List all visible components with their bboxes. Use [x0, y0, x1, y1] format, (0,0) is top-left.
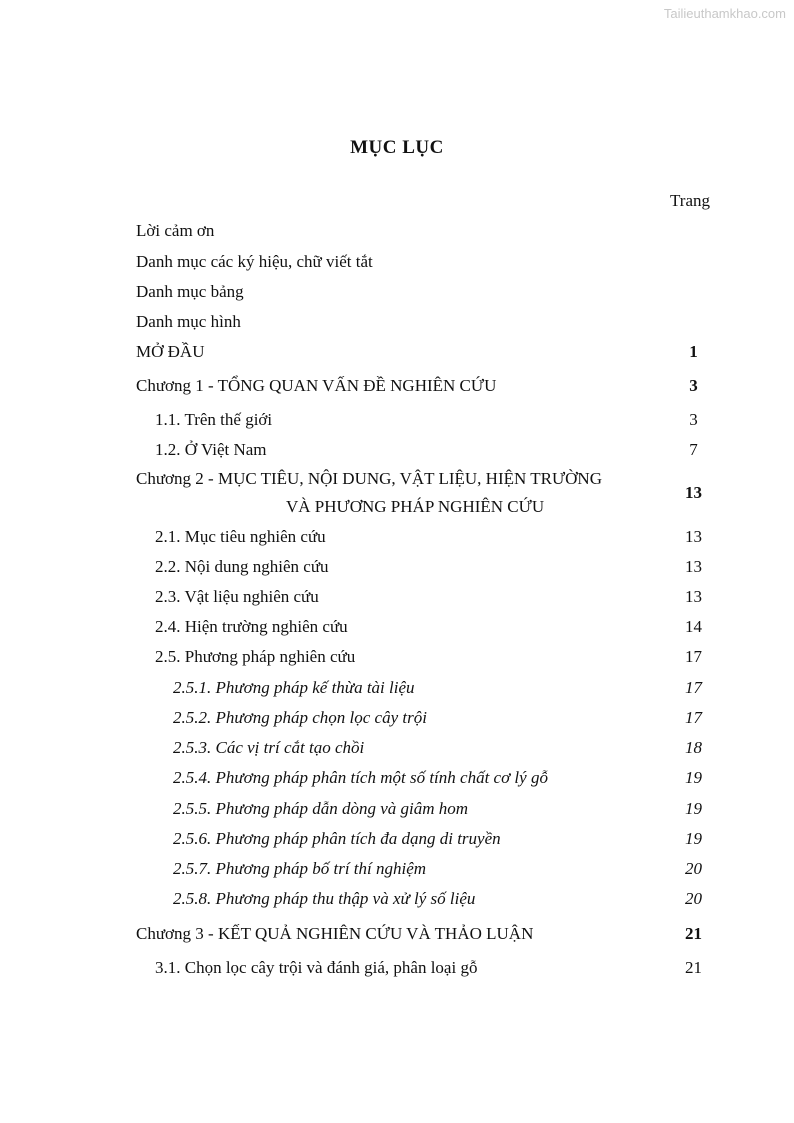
toc-label: 2.2. Nội dung nghiên cứu [155, 557, 329, 576]
toc-entry-2-1 [155, 527, 326, 547]
toc-entry-1-1 [155, 410, 272, 430]
toc-entry-2-3 [155, 587, 319, 607]
toc-front-item [136, 312, 241, 332]
toc-label: VÀ PHƯƠNG PHÁP NGHIÊN CỨU [286, 497, 545, 516]
toc-label: MỞ ĐẦU [136, 342, 205, 361]
toc-page-number: 21 [685, 958, 702, 977]
page-title: MỤC LỤC [350, 137, 444, 158]
toc-entry-2-5-2 [173, 708, 427, 728]
toc-page-number: 21 [685, 924, 702, 943]
toc-entry-2-5 [155, 647, 355, 667]
toc-label: Chương 1 - TỔNG QUAN VẤN ĐỀ NGHIÊN CỨU [136, 376, 497, 395]
toc-label: 2.5.6. Phương pháp phân tích đa dạng di truyền [173, 829, 501, 848]
toc-label: 2.5.1. Phương pháp kế thừa tài liệu [173, 678, 415, 697]
toc-page-number: 3 [689, 376, 698, 395]
toc-entry-chapter-2 [136, 469, 602, 489]
toc-front-item [136, 282, 244, 302]
toc-label: 2.5. Phương pháp nghiên cứu [155, 647, 356, 666]
page-column-header: Trang [670, 191, 710, 210]
toc-front-item [136, 252, 373, 272]
toc-entry-2-5-7 [173, 859, 426, 879]
toc-page-number: 1 [689, 342, 698, 361]
toc-entry-2-5-4 [173, 768, 548, 788]
toc-label: Danh mục các ký hiệu, chữ viết tắt [136, 252, 373, 271]
toc-label: 2.5.5. Phương pháp dẫn dòng và giâm hom [173, 799, 469, 818]
toc-label: Chương 2 - MỤC TIÊU, NỘI DUNG, VẬT LIỆU, HIỆN TRƯỜNG [136, 469, 602, 488]
toc-label: 2.3. Vật liệu nghiên cứu [155, 587, 319, 606]
toc-page-number: 20 [685, 889, 702, 908]
toc-page-number: 19 [685, 829, 702, 848]
toc-page-number: 13 [685, 587, 702, 606]
toc-label: 2.5.4. Phương pháp phân tích một số tính chất cơ lý gỗ [173, 768, 548, 787]
toc-page-number: 17 [685, 678, 702, 697]
toc-entry-2-4 [155, 617, 348, 637]
toc-page-number: 13 [685, 483, 702, 502]
toc-page-number: 17 [685, 647, 702, 666]
toc-page-number: 13 [685, 557, 702, 576]
toc-entry-chapter-3 [136, 924, 533, 944]
toc-page-number: 18 [685, 738, 702, 757]
toc-page-number: 19 [685, 768, 702, 787]
toc-entry-2-5-6 [173, 829, 501, 849]
toc-label: 2.5.3. Các vị trí cắt tạo chồi [173, 738, 365, 757]
toc-label: Chương 3 - KẾT QUẢ NGHIÊN CỨU VÀ THẢO LUẬN [136, 924, 534, 943]
toc-label: 3.1. Chọn lọc cây trội và đánh giá, phân loại gỗ [155, 958, 478, 977]
toc-entry-2-5-1 [173, 678, 415, 698]
toc-front-item [136, 221, 214, 241]
toc-page-number: 13 [685, 527, 702, 546]
toc-page-number: 19 [685, 799, 702, 818]
toc-entry-3-1 [155, 958, 477, 978]
toc-entry-chapter-2-line2 [286, 497, 544, 517]
toc-label: Danh mục hình [136, 312, 241, 331]
toc-label: 2.4. Hiện trường nghiên cứu [155, 617, 348, 636]
toc-page-number: 20 [685, 859, 702, 878]
toc-page-number: 17 [685, 708, 702, 727]
watermark: Tailieuthamkhao.com [663, 6, 786, 21]
toc-label: 2.5.2. Phương pháp chọn lọc cây trội [173, 708, 427, 727]
toc-entry-2-2 [155, 557, 329, 577]
toc-label: 2.5.8. Phương pháp thu thập và xử lý số liệu [173, 889, 476, 908]
toc-label: Lời cảm ơn [136, 221, 215, 240]
toc-entry-2-5-8 [173, 889, 475, 909]
toc-entry-mo-dau [136, 342, 204, 362]
toc-label: Danh mục bảng [136, 282, 244, 301]
toc-entry-chapter-1 [136, 376, 496, 396]
toc-entry-1-2 [155, 440, 267, 460]
toc-label: 2.5.7. Phương pháp bố trí thí nghiệm [173, 859, 427, 878]
toc-entry-2-5-3 [173, 738, 364, 758]
toc-label: 2.1. Mục tiêu nghiên cứu [155, 527, 326, 546]
toc-page-number: 14 [685, 617, 702, 636]
toc-page-number: 3 [689, 410, 698, 429]
toc-label: 1.2. Ở Việt Nam [155, 440, 267, 459]
toc-label: 1.1. Trên thế giới [155, 410, 273, 429]
toc-page-number: 7 [689, 440, 698, 459]
toc-entry-2-5-5 [173, 799, 468, 819]
